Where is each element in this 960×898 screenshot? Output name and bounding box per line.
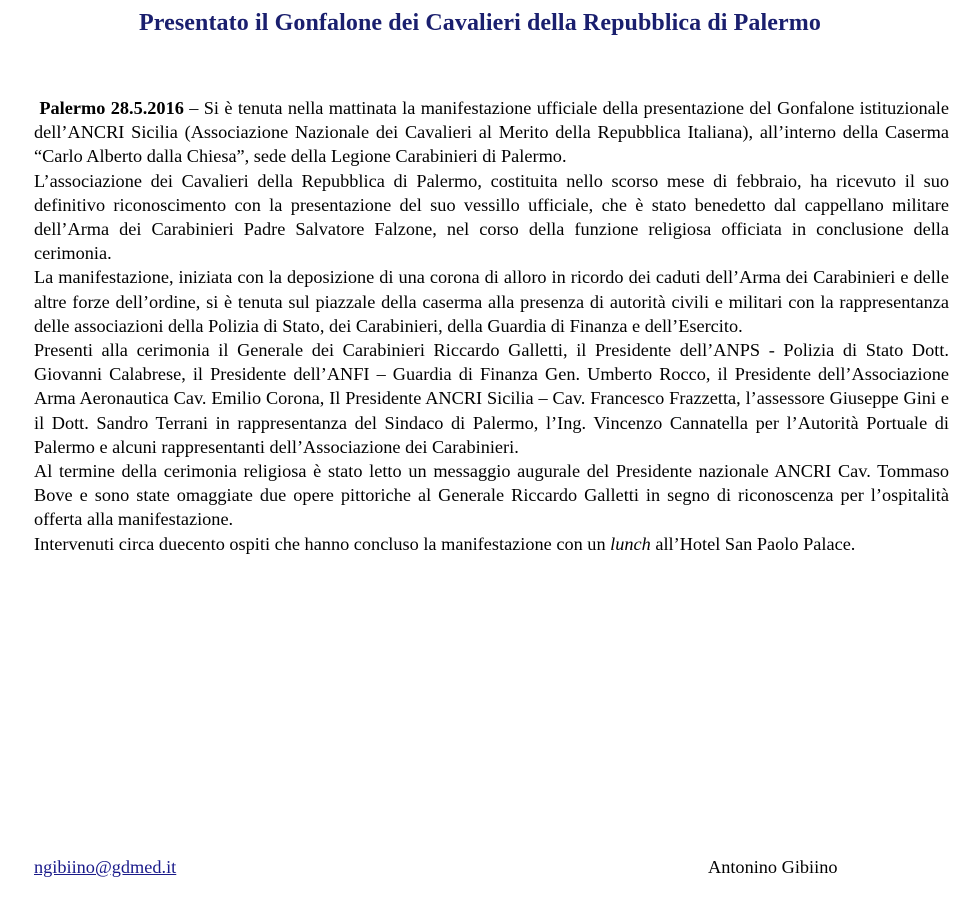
article-title: Presentato il Gonfalone dei Cavalieri della Repubblica di Palermo (138, 10, 821, 36)
paragraph-6-text-before: Intervenuti circa duecento ospiti che hanno concluso la manifestazione con un (34, 533, 611, 554)
author-email-link[interactable]: ngibiino@gdmed.it (34, 857, 177, 877)
author-name: Antonino Gibiino (708, 857, 838, 877)
paragraph-1 (34, 96, 949, 169)
dateline: Palermo 28.5.2016 (39, 98, 184, 118)
paragraph-5: Al termine della cerimonia religiosa è stato letto un messaggio augurale del Presidente nazionale ANCRI Cav. Tommaso Bove e sono state omaggiate due opere pittoriche al Generale Riccardo Galletti in segno di riconoscenza per l’ospitalità offerta alla manifestazione. (34, 461, 949, 530)
paragraph-4: Presenti alla cerimonia il Generale dei Carabinieri Riccardo Galletti, il Presidente dell’ANPS - Polizia di Stato Dott. Giovanni Calabrese, il Presidente dell’ANFI – Guardia di Finanza Gen. Umberto Rocco, il Presidente dell’Associazione Arma Aeronautica Cav. Emilio Corona, Il Presidente ANCRI Sicilia – Cav. Francesco Frazzetta, l’assessore Giuseppe Gini e il Dott. Sandro Terrani in rappresentanza del Sindaco di Palermo, l’Ing. Vincenzo Cannatella per l’Autorità Portuale di Palermo e alcuni rappresentanti dell’Associazione dei Carabinieri. (34, 340, 949, 457)
paragraph-6-text-after: all’Hotel San Paolo Palace. (650, 533, 856, 554)
paragraph-2: L’associazione dei Cavalieri della Repubblica di Palermo, costituita nello scorso mese di febbraio, ha ricevuto il suo definitivo riconoscimento con la presentazione del suo vessillo ufficiale, che è stato benedetto dal cappellano militare dell’Arma dei Carabinieri Padre Salvatore Falzone, nel corso della funzione religiosa officiata in conclusione della cerimonia. (34, 170, 949, 264)
paragraph-6-emphasis: lunch (610, 533, 651, 554)
paragraph-6 (34, 532, 949, 556)
paragraph-1-text: – Si è tenuta nella mattinata la manifestazione ufficiale della presentazione del Gonfalone istituzionale dell’ANCRI Sicilia (Associazione Nazionale dei Cavalieri al Merito della Repubblica Italiana), all’interno della Caserma “Carlo Alberto dalla Chiesa”, sede della Legione Carabinieri di Palermo. (34, 98, 949, 167)
article-body (34, 96, 949, 556)
paragraph-3: La manifestazione, iniziata con la deposizione di una corona di alloro in ricordo dei caduti dell’Arma dei Carabinieri e delle altre forze dell’ordine, si è tenuta sul piazzale della caserma alla presenza di autorità civili e militari con la rappresentanza delle associazioni della Polizia di Stato, dei Carabinieri, della Guardia di Finanza e dell’Esercito. (34, 267, 949, 336)
